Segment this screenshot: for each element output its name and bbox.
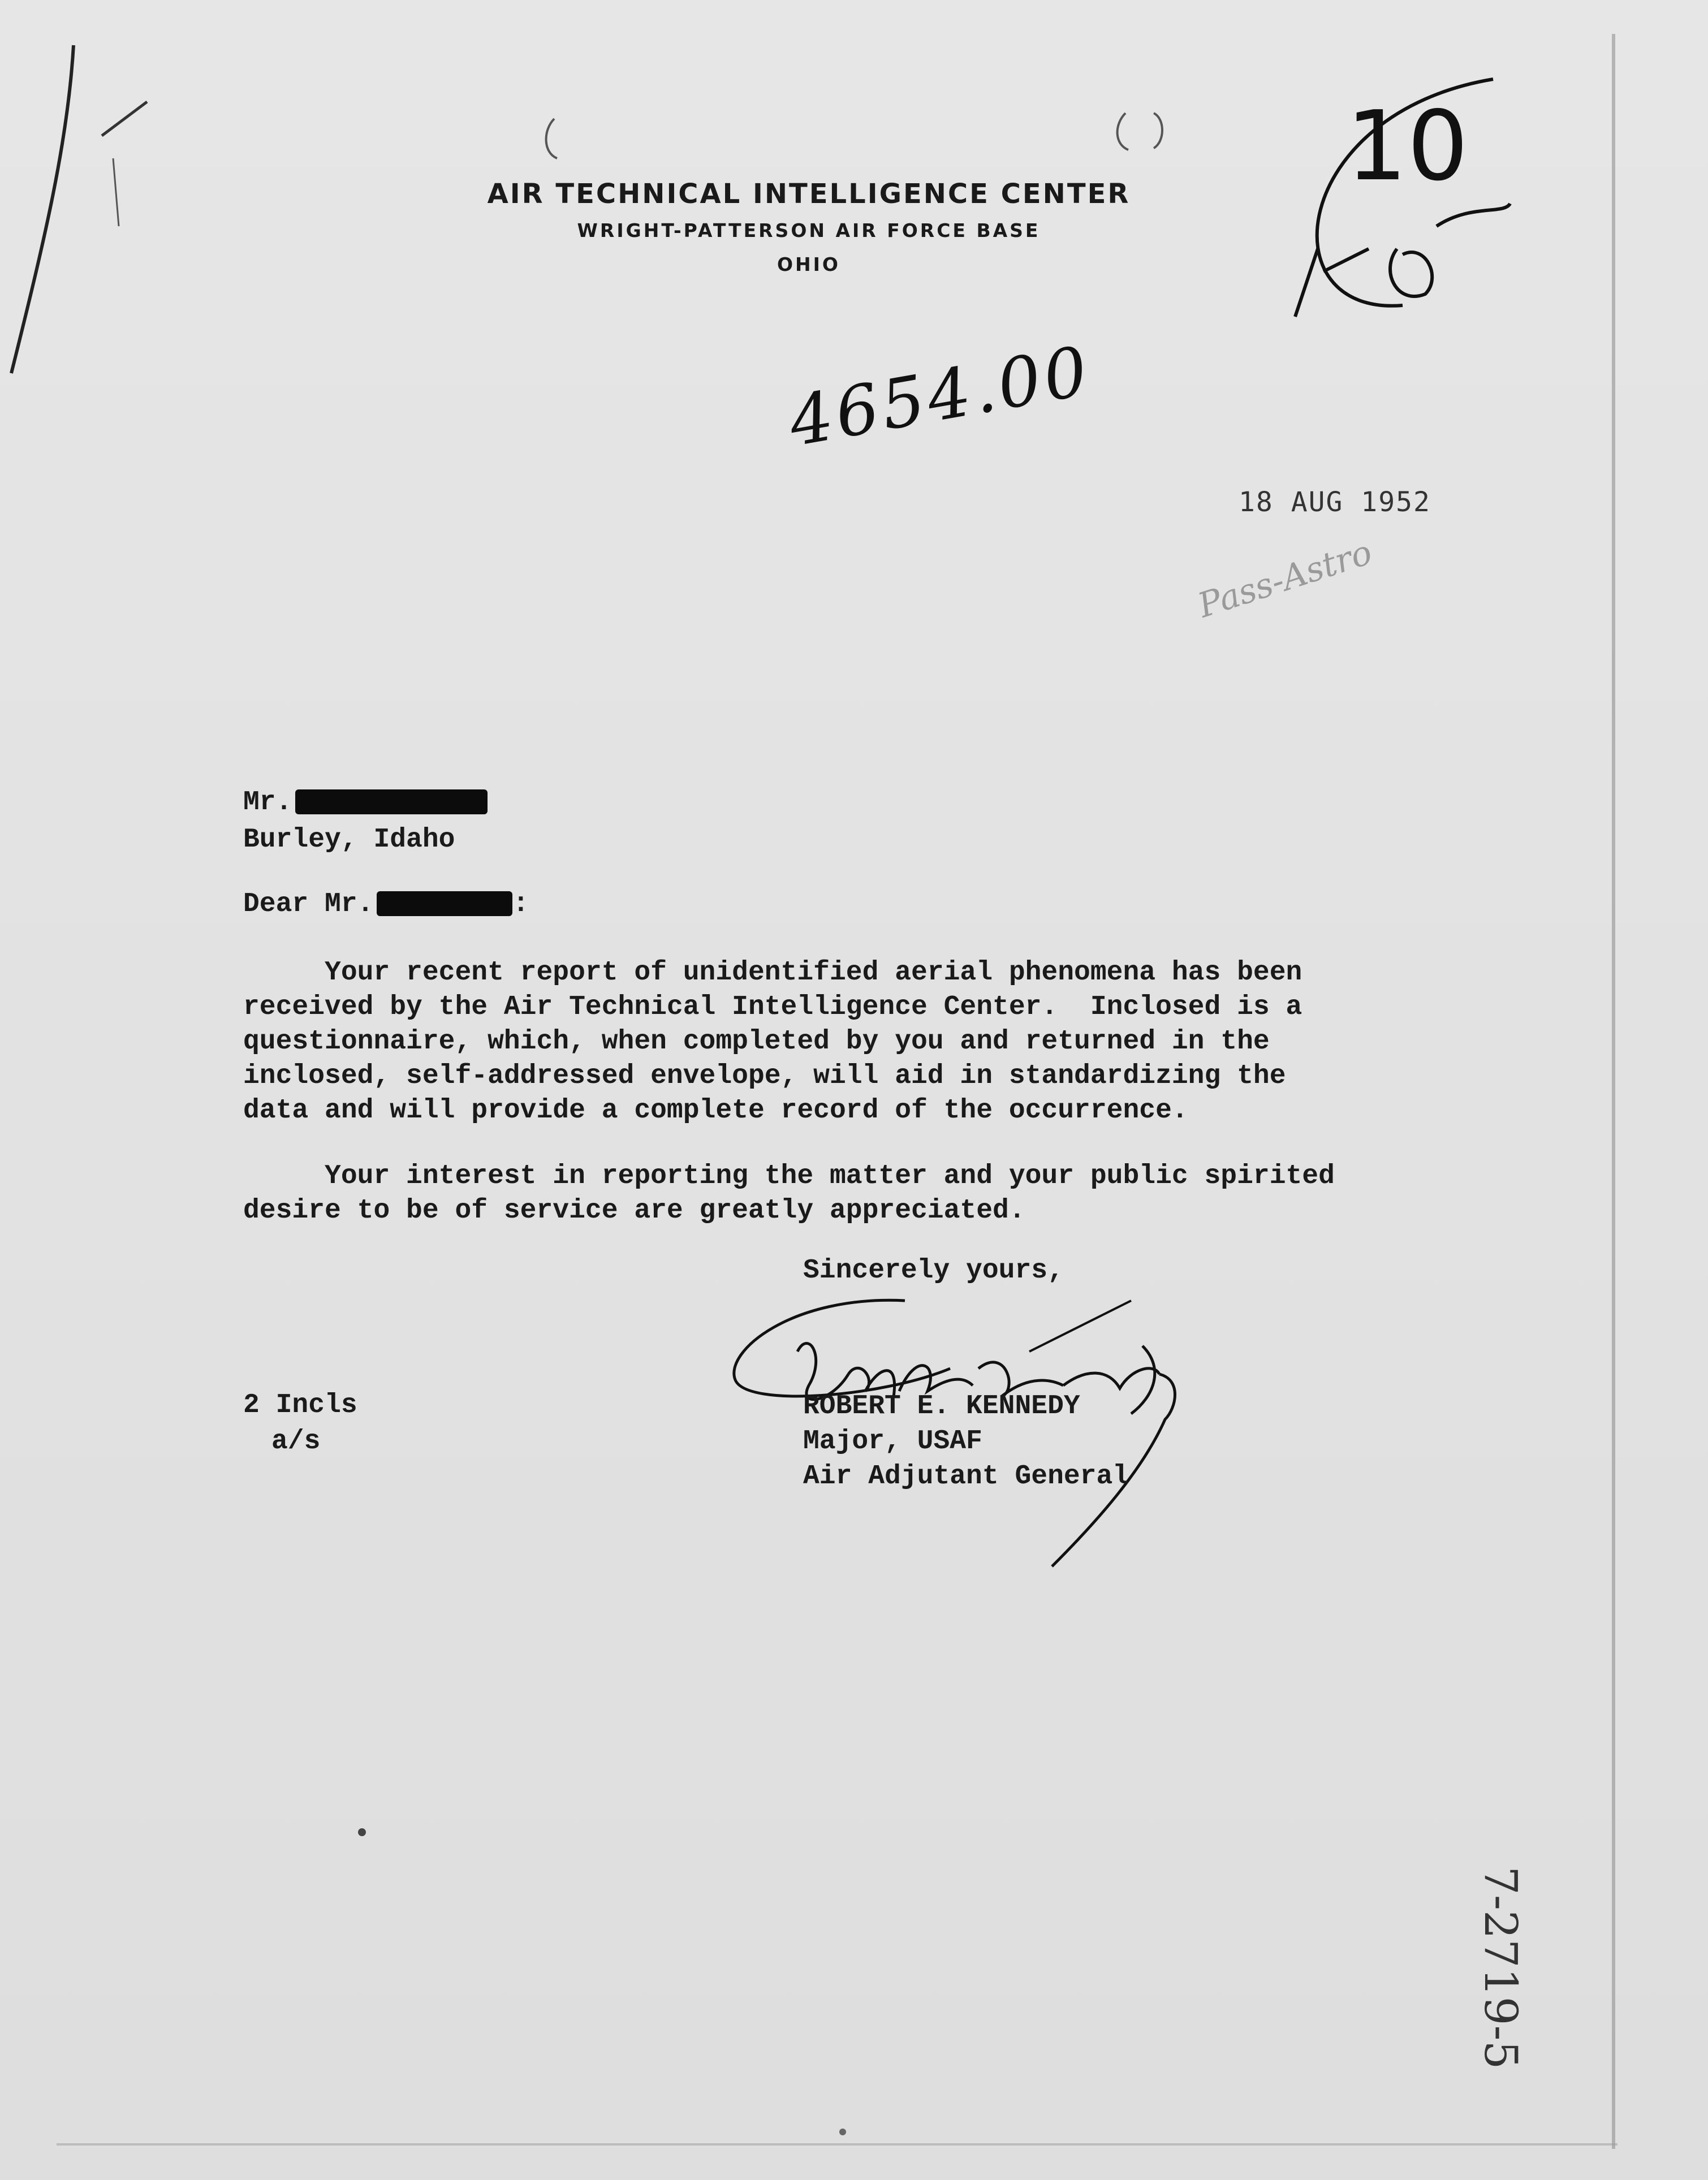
greeting-suffix: : [512, 889, 529, 920]
pencil-note: Pass-Astro [1193, 532, 1377, 626]
letterhead-state: OHIO [777, 253, 840, 275]
body-paragraph-1: Your recent report of unidentified aerial phenomena has been received by the Air Technical Intelligence Center. Inclosed is a questionnaire, which, when completed by you and returned in the inclosed, self-addressed envelope, will aid in standardizing the data and will provide a complete record of the occurrence. [243, 957, 1302, 1126]
greeting-prefix: Dear Mr. [243, 889, 374, 920]
handwritten-file-number: 4654.00 [783, 331, 1097, 462]
recipient-salutation: Mr. [243, 787, 292, 818]
date-stamp: 18 AUG 1952 [1239, 486, 1431, 518]
recipient-city: Burley, Idaho [243, 824, 455, 855]
scan-border-bottom [57, 2143, 1618, 2146]
redacted-greeting-name [377, 891, 512, 916]
side-document-number: 7-2719-5 [1474, 1866, 1527, 2070]
body-paragraph-2: Your interest in reporting the matter and your public spirited desire to be of service are greatly appreciated. [243, 1161, 1335, 1226]
handwritten-page-mark: 10 [1346, 90, 1469, 202]
letterhead-base: WRIGHT-PATTERSON AIR FORCE BASE [577, 219, 1041, 241]
signer-rank: Major, USAF [803, 1426, 982, 1457]
signer-name: ROBERT E. KENNEDY [803, 1391, 1080, 1422]
enclosure-note: a/s [271, 1426, 321, 1457]
greeting-line [243, 889, 529, 920]
closing: Sincerely yours, [803, 1255, 1064, 1286]
enclosure-count: 2 Incls [243, 1390, 357, 1421]
signer-title: Air Adjutant General [803, 1461, 1129, 1492]
letterhead-organization: AIR TECHNICAL INTELLIGENCE CENTER [487, 178, 1131, 210]
recipient-name-line [243, 787, 488, 818]
scan-border-right [1612, 34, 1615, 2149]
redacted-name [295, 789, 488, 814]
